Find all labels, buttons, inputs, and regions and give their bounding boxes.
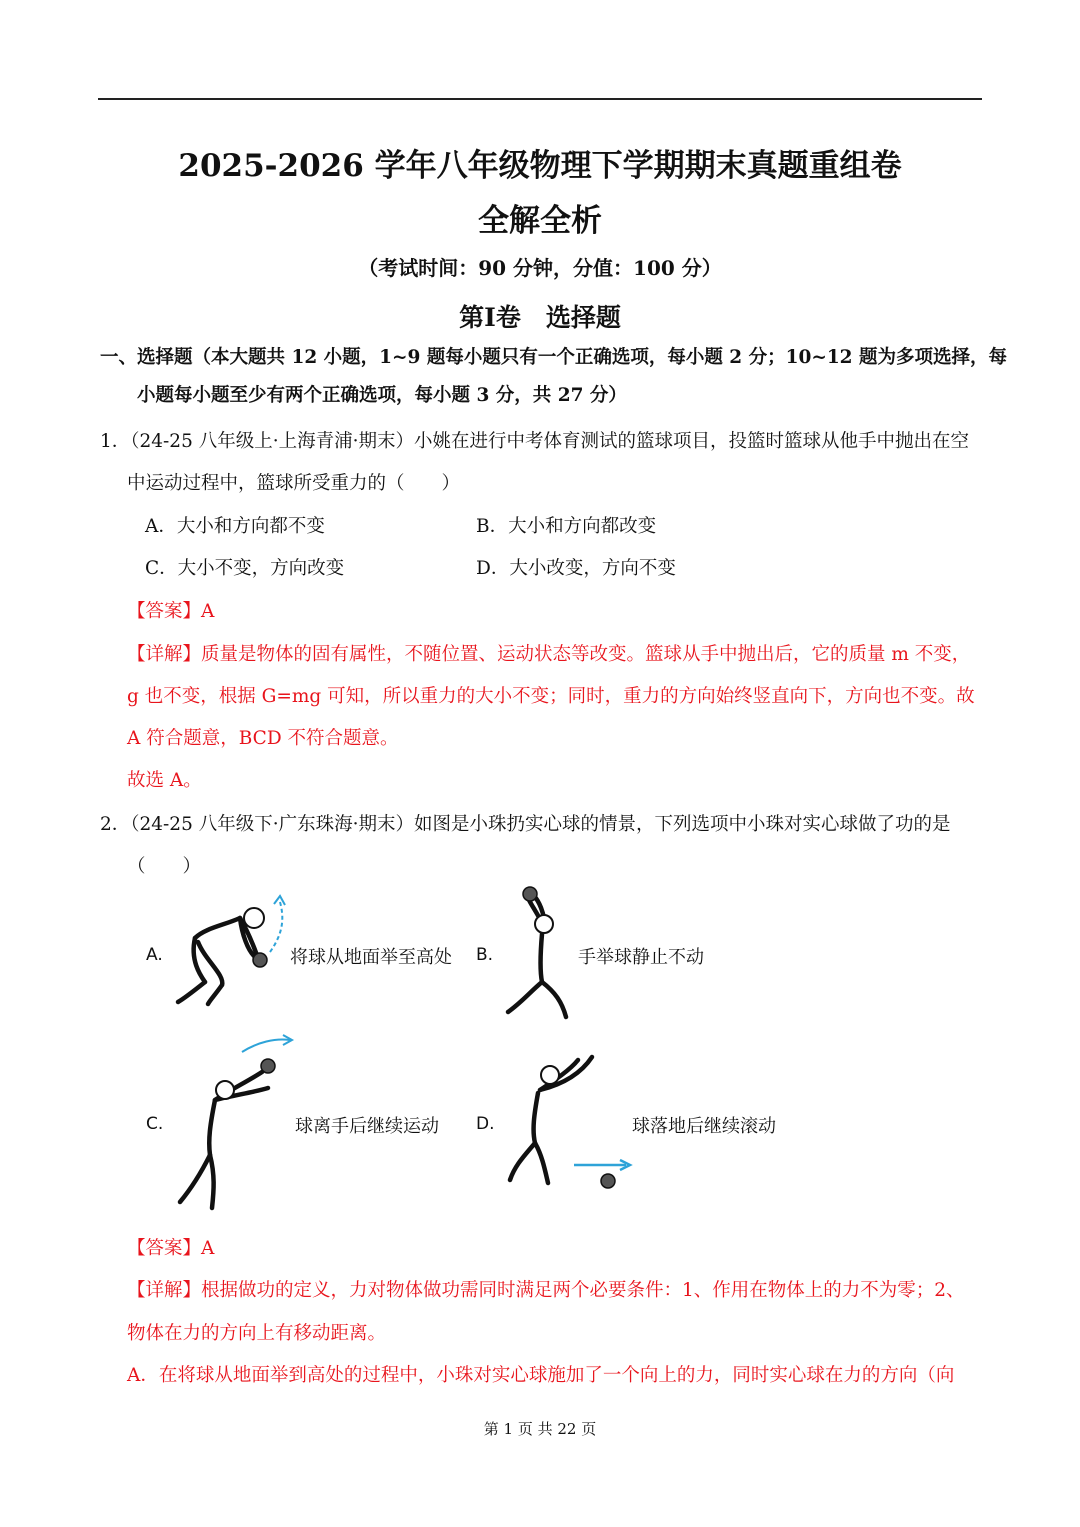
section1-line1: 一、选择题（本大题共 12 小题，1~9 题每小题只有一个正确选项，每小题 2 分；10~12 题为多项选择，每	[100, 347, 1008, 368]
q2-detail-line2: 物体在力的方向上有移动距离。	[127, 1323, 387, 1344]
q1-detail-line1: 【详解】质量是物体的固有属性，不随位置、运动状态等改变。篮球从手中抛出后，它的质量 m 不变，	[127, 644, 971, 665]
figure-d-stick-figure	[500, 1055, 640, 1195]
q1-option-b: B．大小和方向都改变	[476, 516, 657, 537]
figure-b-label: B.	[476, 945, 494, 965]
figure-a-label: A.	[146, 945, 163, 965]
figure-d-caption: 球落地后继续滚动	[632, 1116, 776, 1137]
figure-c-label: C.	[146, 1114, 164, 1134]
q1-stem-line2: 中运动过程中，篮球所受重力的（ ）	[127, 473, 461, 494]
q1-detail-line2: g 也不变，根据 G=mg 可知，所以重力的大小不变；同时，重力的方向始终竖直向下，方向也不变。故	[127, 686, 975, 707]
figure-c-stick-figure	[170, 1030, 305, 1215]
document-subtitle: 全解全析	[478, 203, 602, 239]
section-title: 第Ⅰ卷 选择题	[459, 303, 621, 332]
q1-option-c: C．大小不变，方向改变	[145, 558, 345, 579]
figure-b-caption: 手举球静止不动	[578, 947, 704, 968]
q1-detail-line3: A 符合题意，BCD 不符合题意。	[127, 728, 399, 749]
page-footer: 第 1 页 共 22 页	[483, 1420, 597, 1438]
figure-c-caption: 球离手后继续运动	[295, 1116, 439, 1137]
figure-b-stick-figure	[500, 882, 590, 1027]
q1-stem-line1: 1．（24-25 八年级上·上海青浦·期末）小姚在进行中考体育测试的篮球项目，投篮时篮球从他手中抛出在空	[100, 431, 969, 452]
exam-info: （考试时间：90 分钟，分值：100 分）	[358, 256, 722, 280]
q1-answer: 【答案】A	[127, 601, 215, 622]
figure-a-caption: 将球从地面举至高处	[290, 947, 452, 968]
figure-a-stick-figure	[170, 890, 300, 1020]
q1-option-a: A．大小和方向都不变	[145, 516, 325, 537]
figure-d-label: D.	[476, 1114, 495, 1134]
q2-stem-line1: 2．（24-25 八年级下·广东珠海·期末）如图是小珠扔实心球的情景，下列选项中小珠对实心球做了功的是	[100, 814, 951, 835]
q2-answer: 【答案】A	[127, 1238, 215, 1259]
q1-detail-line4: 故选 A。	[127, 770, 202, 791]
q2-stem-line2: （ ）	[127, 856, 202, 877]
header-rule	[98, 98, 982, 100]
q2-detail-line1: 【详解】根据做功的定义，力对物体做功需同时满足两个必要条件：1、作用在物体上的力不为零；2、	[127, 1280, 965, 1301]
q2-detail-line3: A．在将球从地面举到高处的过程中，小珠对实心球施加了一个向上的力，同时实心球在力的方向（向	[127, 1365, 955, 1386]
document-title: 2025-2026 学年八年级物理下学期期末真题重组卷	[178, 148, 902, 184]
q1-option-d: D．大小改变，方向不变	[476, 558, 676, 579]
section1-line2: 小题每小题至少有两个正确选项，每小题 3 分，共 27 分）	[137, 385, 627, 406]
